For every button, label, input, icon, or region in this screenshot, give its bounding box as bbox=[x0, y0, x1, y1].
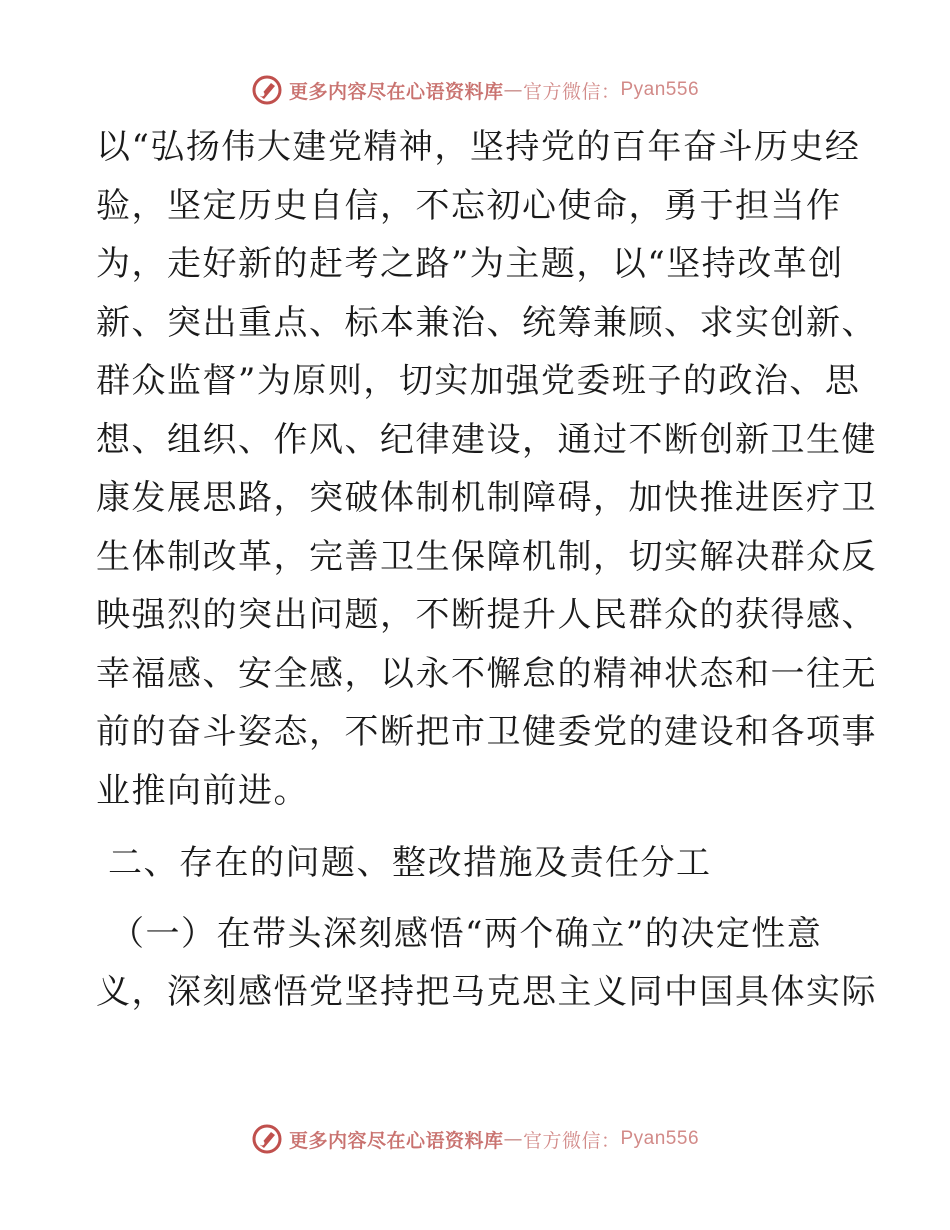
watermark-brand: 更多内容尽在心语资料库 bbox=[288, 1129, 504, 1152]
document-body bbox=[96, 118, 877, 1022]
watermark-header bbox=[0, 72, 950, 108]
watermark-footer bbox=[0, 1121, 950, 1157]
body-line: 群众监督”为原则，切实加强党委班子的政治、思 bbox=[96, 361, 861, 401]
watermark-separator: — bbox=[503, 79, 523, 101]
body-line: 业推向前进。 bbox=[96, 770, 309, 811]
body-line: 验，坚定历史自信，不忘初心使命，勇于担当作 bbox=[96, 185, 842, 226]
watermark-wechat-id: Pyan556 bbox=[620, 79, 700, 100]
brand-logo-icon bbox=[251, 1123, 283, 1155]
body-line: 映强烈的突出问题，不断提升人民群众的获得感、 bbox=[96, 595, 877, 635]
watermark-official-label: 官方微信： bbox=[522, 1129, 621, 1152]
subsection-line: 义，深刻感悟党坚持把马克思主义同中国具体实际 bbox=[96, 972, 877, 1012]
section-heading: 二、存在的问题、整改措施及责任分工 bbox=[108, 843, 712, 883]
watermark-brand: 更多内容尽在心语资料库 bbox=[288, 80, 504, 103]
subsection-line: （一）在带头深刻感悟“两个确立”的决定性意 bbox=[110, 913, 823, 954]
body-line: 想、组织、作风、纪律建设，通过不断创新卫生健 bbox=[96, 419, 877, 460]
body-line: 新、突出重点、标本兼治、统筹兼顾、求实创新、 bbox=[96, 302, 877, 343]
body-line: 前的奋斗姿态，不断把市卫健委党的建设和各项事 bbox=[96, 712, 877, 752]
body-line: 幸福感、安全感，以永不懈怠的精神状态和一往无 bbox=[96, 653, 877, 694]
watermark-official-label: 官方微信： bbox=[522, 80, 621, 103]
watermark-separator: — bbox=[503, 1128, 523, 1150]
watermark-wechat-id: Pyan556 bbox=[620, 1128, 700, 1149]
body-line: 为，走好新的赶考之路”为主题，以“坚持改革创 bbox=[96, 244, 844, 284]
body-line: 康发展思路，突破体制机制障碍，加快推进医疗卫 bbox=[96, 478, 877, 518]
brand-logo-icon bbox=[251, 74, 283, 106]
body-line: 以“弘扬伟大建党精神，坚持党的百年奋斗历史经 bbox=[96, 127, 861, 167]
body-line: 生体制改革，完善卫生保障机制，切实解决群众反 bbox=[96, 536, 877, 577]
